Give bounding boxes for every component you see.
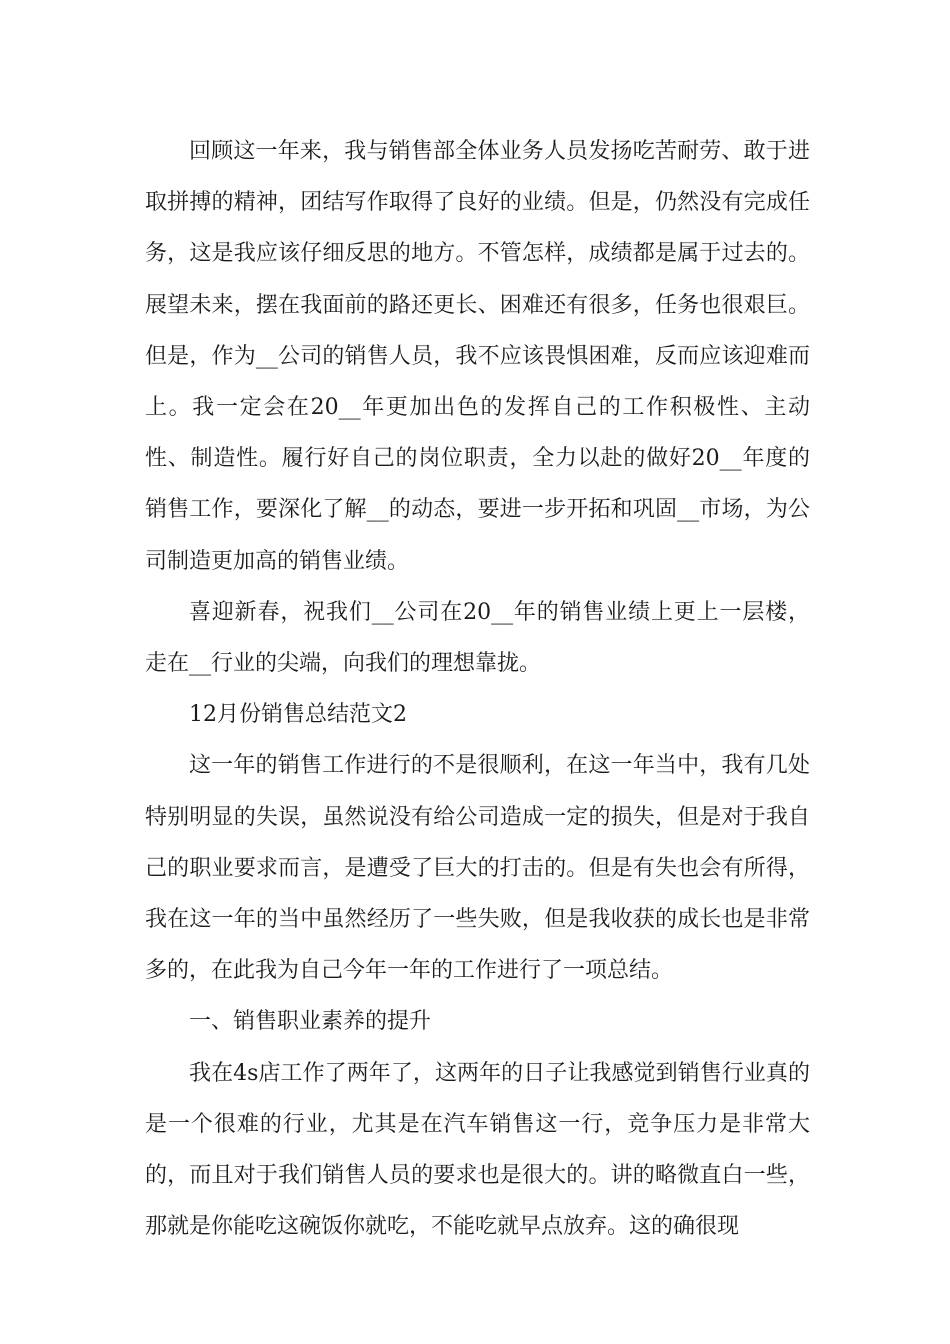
paragraph-year-summary: 这一年的销售工作进行的不是很顺利，在这一年当中，我有几处特别明显的失误，虽然说没有给公司造成一定的损失，但是对于我自己的职业要求而言，是遭受了巨大的打击的。但是有失也会有所得，我在这一年的当中虽然经历了一些失败，但是我收获的成长也是非常多的，在此我为自己今年一年的工作进行了一项总结。 (145, 753, 810, 984)
section-heading-professionalism: 一、销售职业素养的提升 (189, 1009, 432, 1035)
document-body (145, 126, 810, 1252)
section-title-sample-2: 12月份销售总结范文2 (189, 702, 407, 728)
paragraph-new-year-wish: 喜迎新春，祝我们__公司在20__年的销售业绩上更上一层楼，走在__行业的尖端，向我们的理想靠拢。 (145, 599, 810, 677)
paragraph-review: 回顾这一年来，我与销售部全体业务人员发扬吃苦耐劳、敢于进取拼搏的精神，团结写作取得了良好的业绩。但是，仍然没有完成任务，这是我应该仔细反思的地方。不管怎样，成绩都是属于过去的。展望未来，摆在我面前的路还更长、困难还有很多，任务也很艰巨。但是，作为__公司的销售人员，我不应该畏惧困难，反而应该迎难而上。我一定会在20__年更加出色的发挥自己的工作积极性、主动性、制造性。履行好自己的岗位职责，全力以赴的做好20__年度的销售工作，要深化了解__的动态，要进一步开拓和巩固__市场，为公司制造更加高的销售业绩。 (145, 139, 810, 574)
paragraph-4s-store: 我在4s店工作了两年了，这两年的日子让我感觉到销售行业真的是一个很难的行业，尤其是在汽车销售这一行，竞争压力是非常大的，而且对于我们销售人员的要求也是很大的。讲的略微直白一些，那就是你能吃这碗饭你就吃，不能吃就早点放弃。这的确很现 (145, 1060, 810, 1240)
